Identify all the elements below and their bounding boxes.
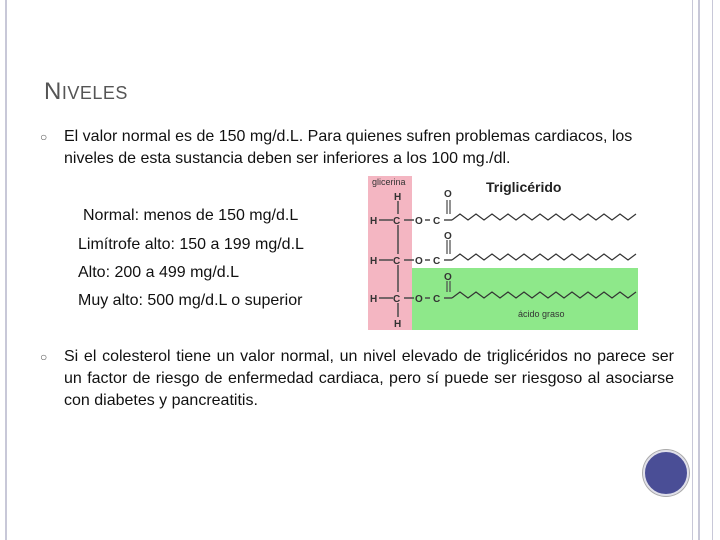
atom-c-3b: C <box>433 294 441 305</box>
atom-o-1b: O <box>444 189 452 200</box>
level-normal: Normal: menos de 150 mg/d.L <box>83 207 299 224</box>
atom-c-1: C <box>393 216 401 227</box>
level-borderline: Limítrofe alto: 150 a 199 mg/d.L <box>78 236 304 253</box>
triglyceride-diagram <box>368 176 638 330</box>
atom-c-2b: C <box>433 256 441 267</box>
atom-h-3: H <box>370 294 378 305</box>
level-high: Alto: 200 a 499 mg/d.L <box>78 264 239 281</box>
level-very-high: Muy alto: 500 mg/d.L o superior <box>78 292 303 309</box>
frame-line-right-far <box>712 0 713 540</box>
glycerol-region <box>368 176 412 330</box>
title-initial: N <box>44 78 62 105</box>
atom-c-3: C <box>393 294 401 305</box>
paragraph-normal-value: El valor normal es de 150 mg/d.L. Para quienes sufren problemas cardiacos, los niveles de esta sustancia deben ser inferiores a los 100 mg./dl. <box>64 128 633 167</box>
atom-h-bottom: H <box>394 319 402 330</box>
title-rest: IVELES <box>61 83 128 103</box>
acido-graso-label: ácido graso <box>518 309 565 319</box>
atom-c-2: C <box>393 256 401 267</box>
glicerina-label: glicerina <box>372 177 406 187</box>
atom-c-1b: C <box>433 216 441 227</box>
bullet-icon: ○ <box>40 350 48 364</box>
atom-o-3b: O <box>444 272 452 283</box>
atom-o-2b: O <box>444 231 452 242</box>
frame-line-right-inner <box>692 0 693 540</box>
slide-title <box>44 78 128 106</box>
atom-o-1: O <box>415 216 423 227</box>
frame-line-left <box>5 0 7 540</box>
bullet-icon: ○ <box>40 130 48 144</box>
atom-h-2: H <box>370 256 378 267</box>
atom-h-top: H <box>394 192 402 203</box>
atom-h-1: H <box>370 216 378 227</box>
decorative-circle <box>643 450 689 496</box>
paragraph-cholesterol: Si el colesterol tiene un valor normal, un nivel elevado de triglicéridos no parece ser un factor de riesgo de enfermedad cardiaca, pero sí puede ser riesgoso al asociarse con diabetes y pancreatitis. <box>64 348 674 409</box>
atom-o-3: O <box>415 294 423 305</box>
frame-line-right-outer <box>698 0 700 540</box>
diagram-title: Triglicérido <box>486 179 562 195</box>
atom-o-2: O <box>415 256 423 267</box>
